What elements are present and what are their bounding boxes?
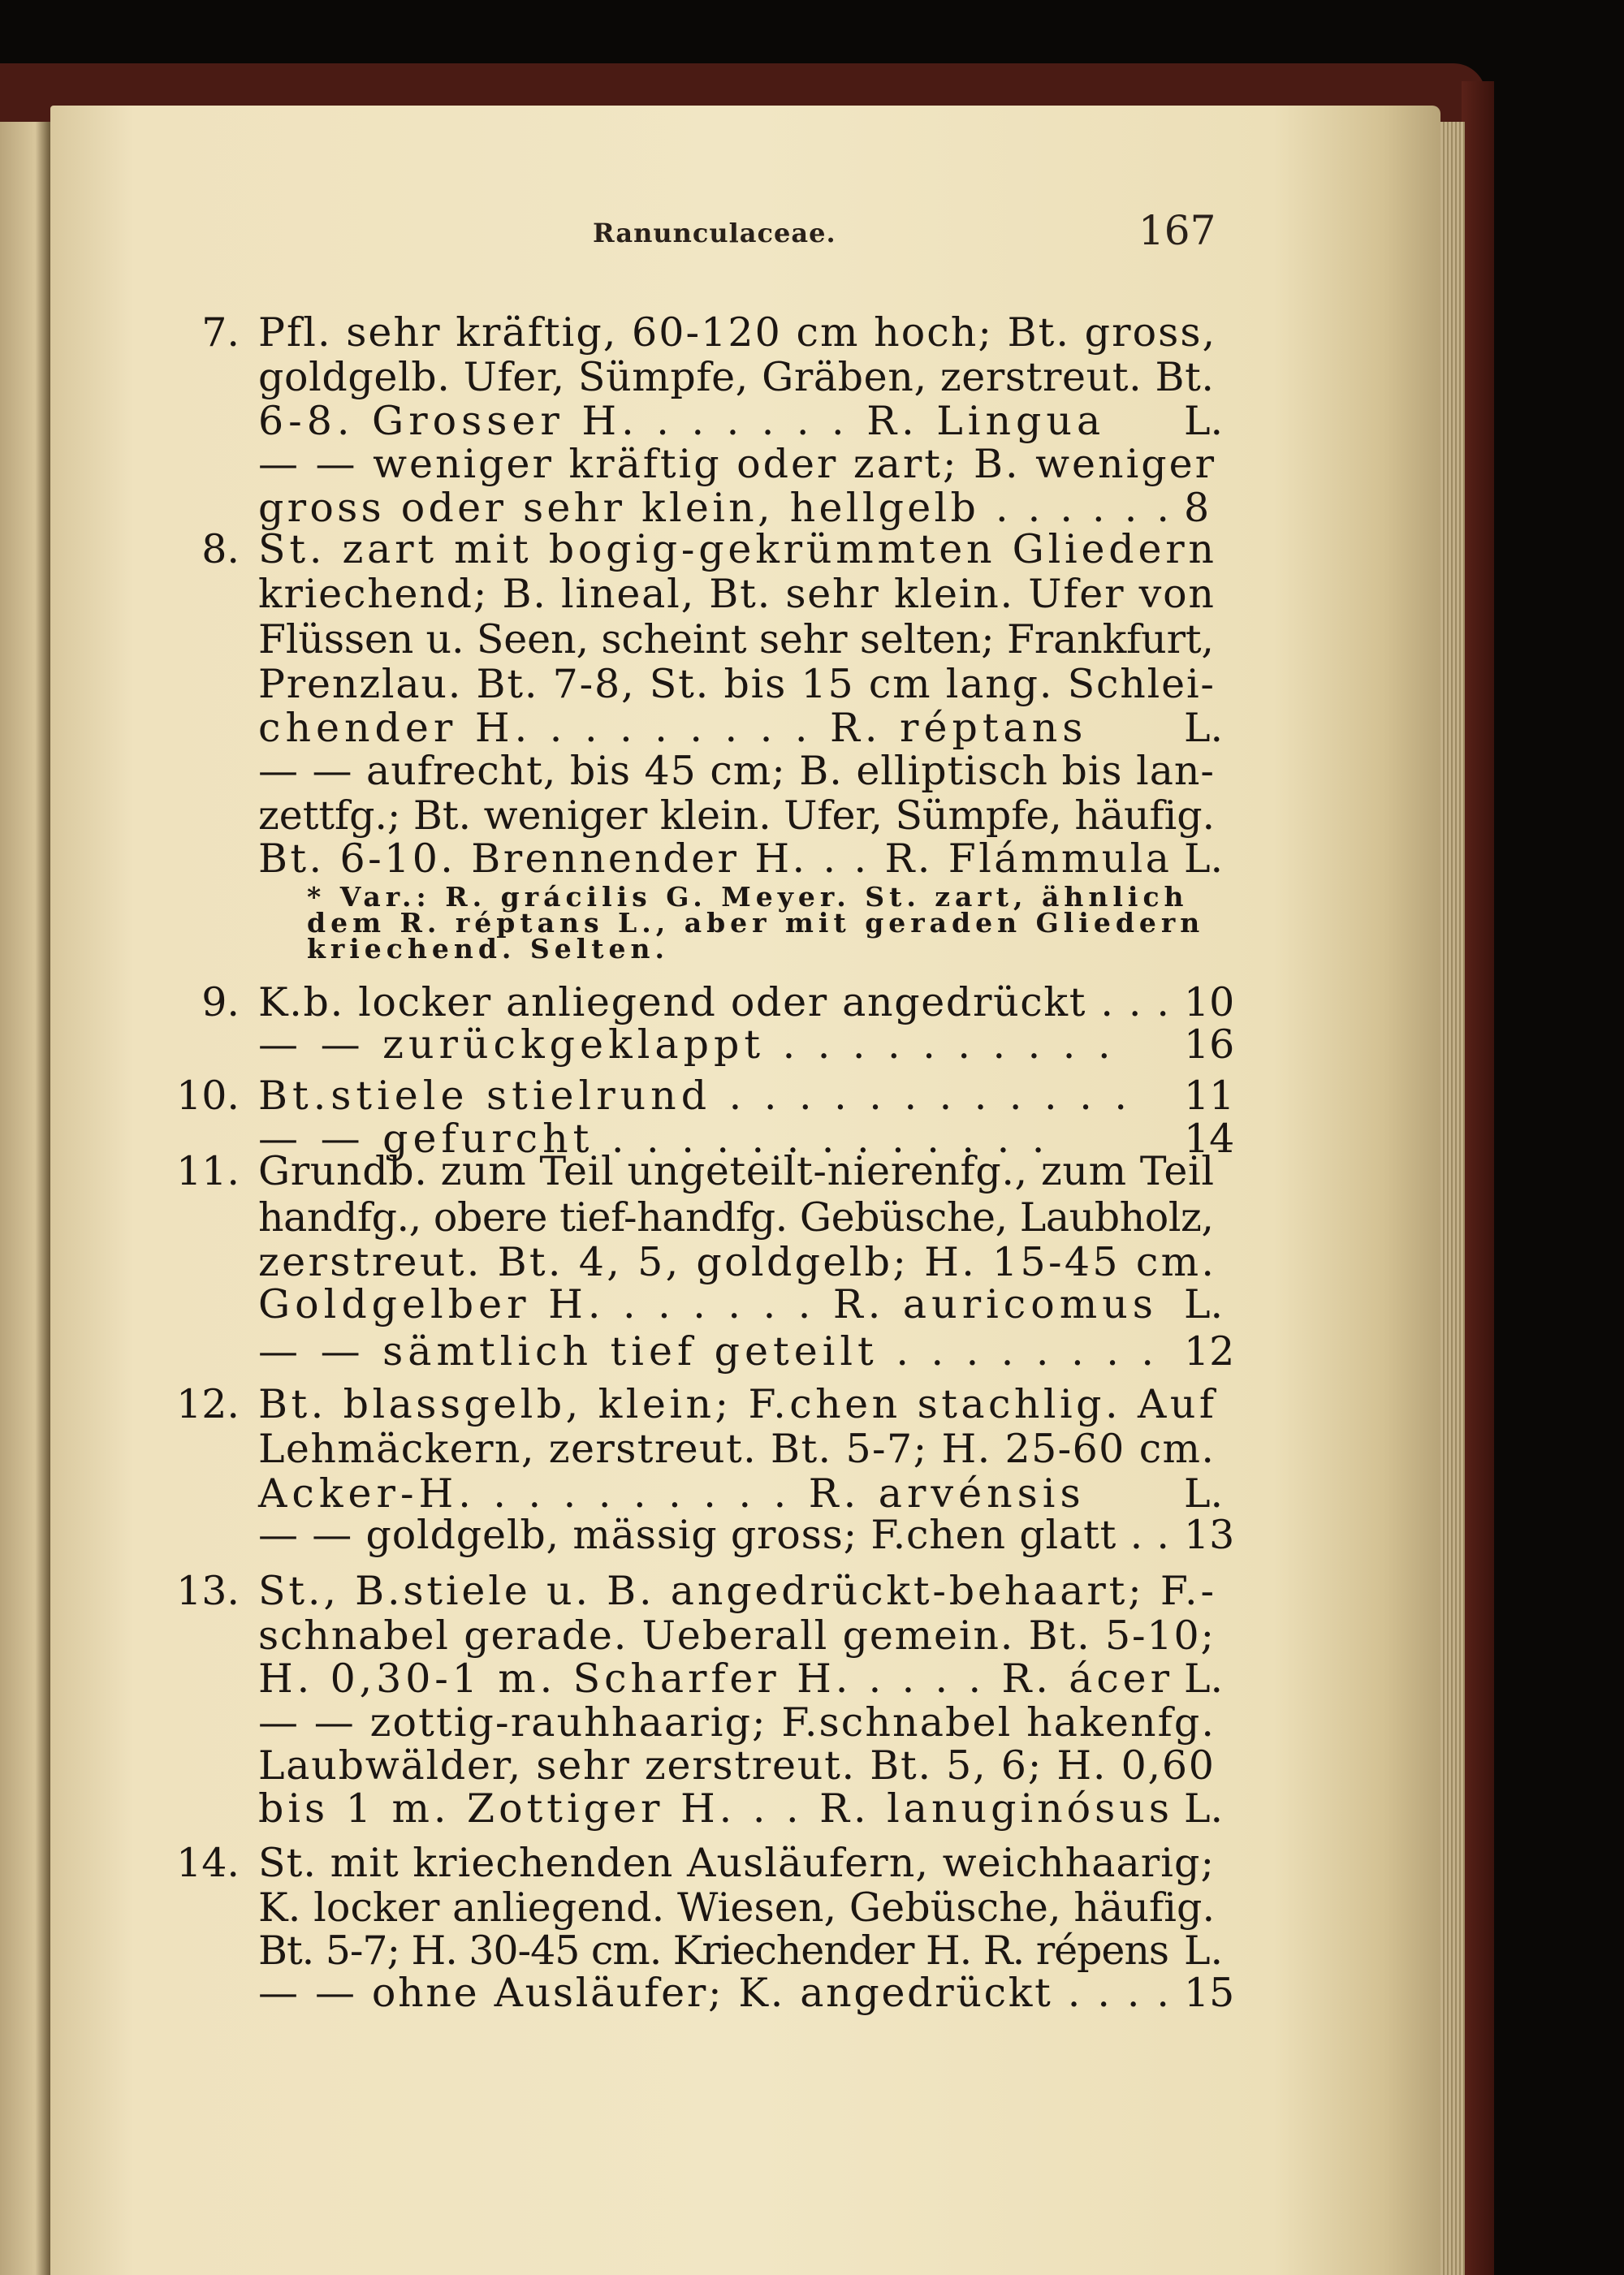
text-line: Bt.stiele stielrund . . . . . . . . . . . .: [258, 1073, 1132, 1119]
entry-number: 9.: [201, 979, 240, 1025]
text-line: Grundb. zum Teil ungeteilt-nierenfg., zum Teil: [258, 1148, 1215, 1194]
text-line: Lehmäckern, zerstreut. Bt. 5-7; H. 25-60 cm.: [258, 1426, 1216, 1472]
text-line: kriechend; B. lineal, Bt. sehr klein. Ufer von: [258, 571, 1216, 617]
text-line: zettfg.; Bt. weniger klein. Ufer, Sümpfe, häufig.: [258, 792, 1216, 839]
text-line: — — ohne Ausläufer; K. angedrückt . . . .: [258, 1970, 1172, 2016]
entry-number: 12.: [176, 1381, 240, 1427]
text-line: Bt. 5-7; H. 30-45 cm. Kriechender H. R. répens: [258, 1927, 1168, 1974]
entry-number: 7.: [201, 309, 240, 356]
cross-reference-number: 10: [1184, 979, 1235, 1025]
text-line: — — zurückgeklappt . . . . . . . . . .: [258, 1021, 1116, 1068]
author-abbreviation: L.: [1184, 1785, 1224, 1832]
text-line: — — gefurcht . . . . . . . . . . . . .: [258, 1116, 1050, 1162]
variety-note-line: dem R. réptans L., aber mit geraden Gliedern: [307, 907, 1205, 939]
cross-reference-number: 15: [1184, 1970, 1235, 2016]
cross-reference-number: 13: [1184, 1512, 1235, 1558]
text-line: Goldgelber H. . . . . . . R. auricomus: [258, 1281, 1158, 1327]
entry-number: 8.: [201, 526, 240, 572]
cross-reference-number: 11: [1184, 1073, 1235, 1119]
text-line: goldgelb. Ufer, Sümpfe, Gräben, zerstreut. Bt.: [258, 354, 1215, 400]
author-abbreviation: L.: [1184, 1656, 1224, 1702]
author-abbreviation: L.: [1184, 398, 1224, 444]
page-number: 167: [1138, 207, 1216, 254]
text-line: handfg., obere tief-handfg. Gebüsche, Laubholz,: [258, 1194, 1214, 1241]
text-line: St. zart mit bogig-gekrümmten Gliedern: [258, 526, 1218, 572]
book-cover-edge: [1462, 81, 1494, 2275]
entry-number: 13.: [176, 1568, 240, 1614]
cross-reference-number: 8: [1184, 485, 1210, 531]
text-line: — — goldgelb, mässig gross; F.chen glatt . .: [258, 1512, 1170, 1558]
entry-number: 10.: [176, 1073, 240, 1119]
entry-number: 14.: [176, 1840, 240, 1886]
author-abbreviation: L.: [1184, 1281, 1224, 1327]
text-line: Acker-H. . . . . . . . . . R. arvénsis: [258, 1470, 1086, 1517]
text-line: — — sämtlich tief geteilt . . . . . . . .: [258, 1328, 1159, 1375]
text-line: Bt. blassgelb, klein; F.chen stachlig. Auf: [258, 1381, 1218, 1427]
text-line: schnabel gerade. Ueberall gemein. Bt. 5-10;: [258, 1612, 1216, 1659]
cross-reference-number: 14: [1184, 1116, 1235, 1162]
text-line: K.b. locker anliegend oder angedrückt . . .: [258, 979, 1171, 1025]
author-abbreviation: L.: [1184, 835, 1224, 882]
variety-note-line: * Var.: R. grácilis G. Meyer. St. zart, ähnlich: [307, 881, 1189, 913]
text-line: zerstreut. Bt. 4, 5, goldgelb; H. 15-45 cm.: [258, 1239, 1217, 1285]
left-page-edge: [0, 122, 50, 2275]
page-header-title: Ranunculaceae.: [593, 218, 836, 248]
text-line: Laubwälder, sehr zerstreut. Bt. 5, 6; H. 0,60: [258, 1742, 1216, 1789]
text-line: St., B.stiele u. B. angedrückt-behaart; F.-: [258, 1568, 1217, 1614]
text-line: St. mit kriechenden Ausläufern, weichhaarig;: [258, 1840, 1216, 1886]
text-line: Bt. 6-10. Brennender H. . . R. Flámmula: [258, 835, 1173, 882]
cross-reference-number: 16: [1184, 1021, 1235, 1068]
text-line: bis 1 m. Zottiger H. . . R. lanuginósus: [258, 1785, 1173, 1832]
text-line: — — aufrecht, bis 45 cm; B. elliptisch bis lan-: [258, 748, 1215, 794]
author-abbreviation: L.: [1184, 1927, 1224, 1974]
text-line: gross oder sehr klein, hellgelb . . . . . .: [258, 485, 1173, 531]
text-line: 6-8. Grosser H. . . . . . . R. Lingua: [258, 398, 1106, 444]
author-abbreviation: L.: [1184, 1470, 1224, 1517]
text-line: — — weniger kräftig oder zart; B. weniger: [258, 441, 1216, 487]
author-abbreviation: L.: [1184, 705, 1224, 751]
text-line: K. locker anliegend. Wiesen, Gebüsche, häufig.: [258, 1884, 1216, 1931]
text-line: chender H. . . . . . . . . R. réptans: [258, 705, 1088, 751]
text-line: H. 0,30-1 m. Scharfer H. . . . . R. ácer: [258, 1656, 1173, 1702]
text-line: Flüssen u. Seen, scheint sehr selten; Frankfurt,: [258, 616, 1214, 663]
entry-number: 11.: [176, 1148, 240, 1194]
page-edges: [1440, 122, 1465, 2275]
text-line: Pfl. sehr kräftig, 60-120 cm hoch; Bt. gross,: [258, 309, 1217, 356]
text-line: Prenzlau. Bt. 7-8, St. bis 15 cm lang. Schlei-: [258, 661, 1216, 707]
text-line: — — zottig-rauhhaarig; F.schnabel hakenfg.: [258, 1699, 1216, 1746]
variety-note-line: kriechend. Selten.: [307, 933, 669, 965]
cross-reference-number: 12: [1184, 1328, 1235, 1375]
